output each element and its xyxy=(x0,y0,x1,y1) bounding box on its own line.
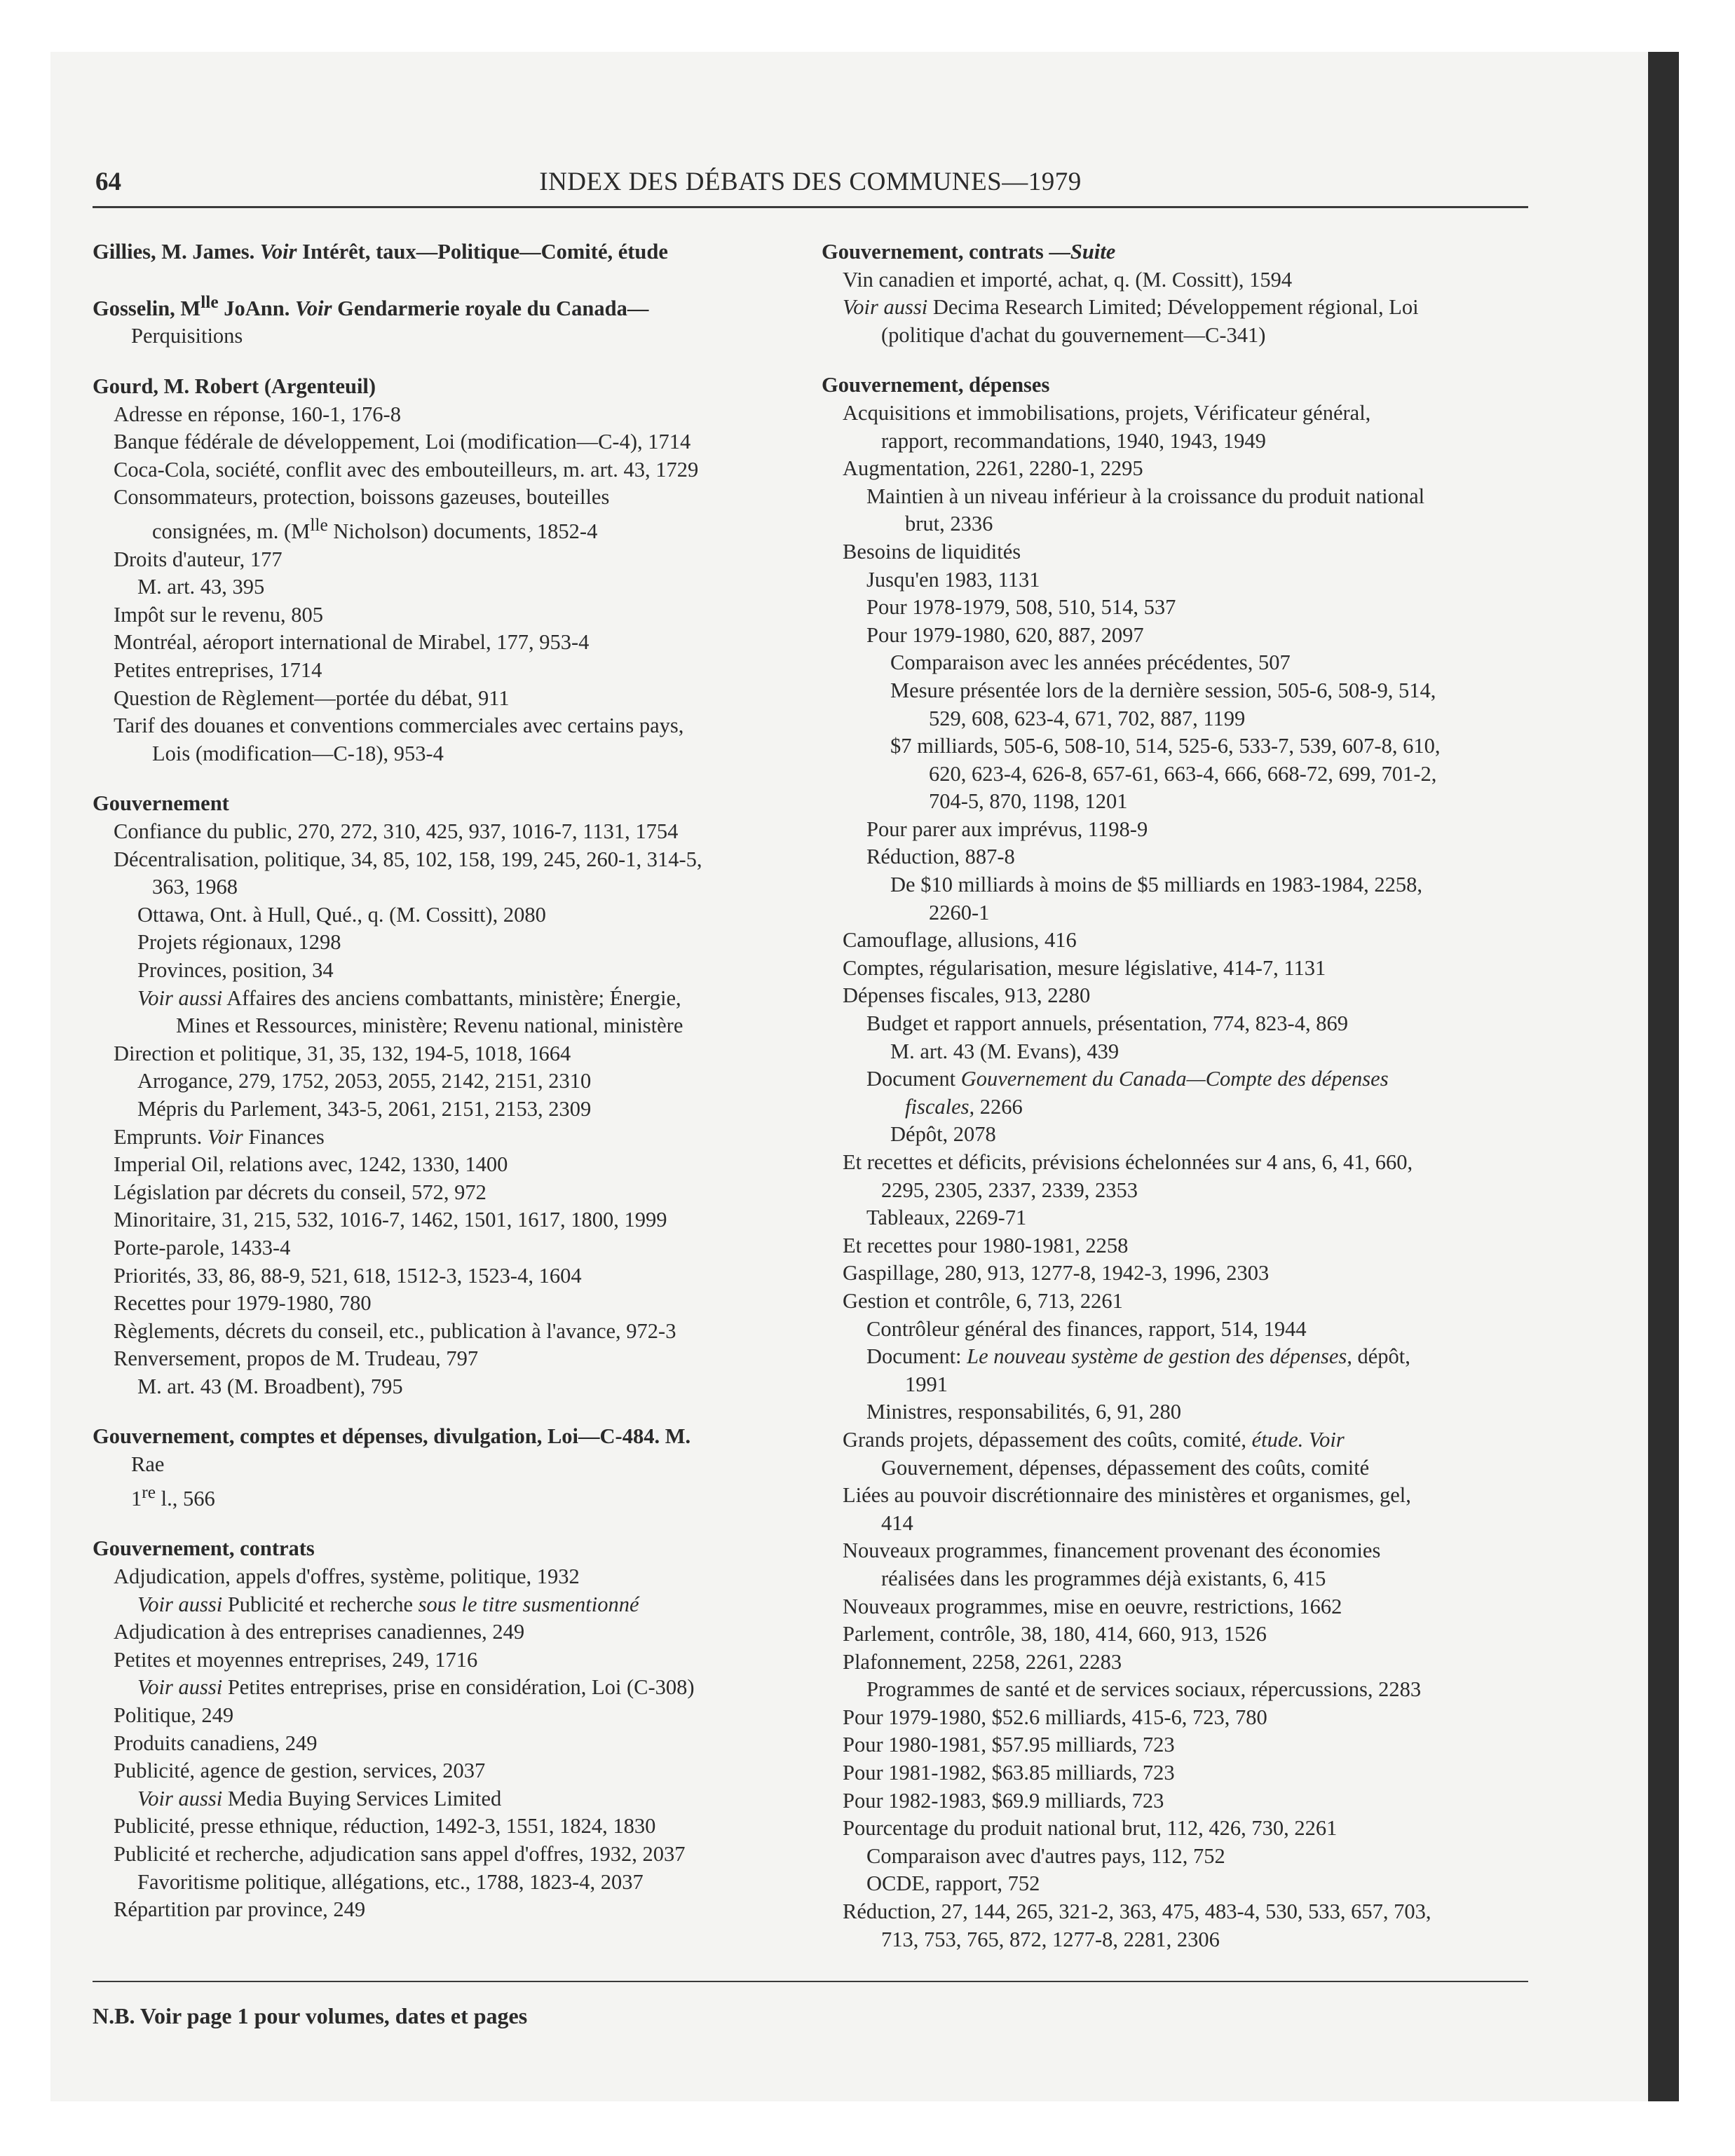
index-entry: Pour 1979-1980, 620, 887, 2097 xyxy=(866,622,1144,647)
index-entry: Petites et moyennes entreprises, 249, 1716 xyxy=(114,1647,478,1672)
index-entry: Priorités, 33, 86, 88-9, 521, 618, 1512-3, 1523-4, 1604 xyxy=(114,1263,582,1288)
index-entry: Document Gouvernement du Canada—Compte des dépenses xyxy=(866,1067,1389,1091)
index-entry: Porte-parole, 1433-4 xyxy=(114,1235,291,1260)
index-entry: Provinces, position, 34 xyxy=(137,957,334,982)
index-line-continuation: 1re l., 566 xyxy=(131,1482,215,1510)
index-line-continuation: 2295, 2305, 2337, 2339, 2353 xyxy=(881,1178,1138,1202)
index-line-continuation: 713, 753, 765, 872, 1277-8, 2281, 2306 xyxy=(881,1927,1220,1951)
index-entry: Voir aussi Decima Research Limited; Développement régional, Loi xyxy=(843,295,1419,320)
index-entry: Pour 1980-1981, $57.95 milliards, 723 xyxy=(843,1733,1175,1757)
index-line-continuation: 1991 xyxy=(905,1372,948,1396)
index-entry: Imperial Oil, relations avec, 1242, 1330, 1400 xyxy=(114,1152,508,1177)
index-entry: Programmes de santé et de services sociaux, répercussions, 2283 xyxy=(866,1677,1422,1702)
index-entry: Mépris du Parlement, 343-5, 2061, 2151, 2153, 2309 xyxy=(137,1096,592,1121)
index-entry: Comptes, régularisation, mesure législative, 414-7, 1131 xyxy=(843,955,1326,980)
index-entry: Ministres, responsabilités, 6, 91, 280 xyxy=(866,1400,1181,1424)
index-entry: Décentralisation, politique, 34, 85, 102, 158, 199, 245, 260-1, 314-5, xyxy=(114,847,702,871)
footer-divider xyxy=(93,1981,1528,1982)
index-entry: Politique, 249 xyxy=(114,1703,234,1727)
index-entry: M. art. 43 (M. Broadbent), 795 xyxy=(137,1374,403,1398)
index-entry: Arrogance, 279, 1752, 2053, 2055, 2142, 2151, 2310 xyxy=(137,1069,592,1093)
index-line-continuation: brut, 2336 xyxy=(905,512,993,536)
index-entry: Tableaux, 2269-71 xyxy=(866,1206,1027,1230)
index-entry: M. art. 43 (M. Evans), 439 xyxy=(890,1039,1120,1063)
index-entry: Réduction, 27, 144, 265, 321-2, 363, 475, 483-4, 530, 533, 657, 703, xyxy=(843,1899,1431,1924)
index-entry: Contrôleur général des finances, rapport, 514, 1944 xyxy=(866,1316,1307,1341)
footer-note: N.B. Voir page 1 pour volumes, dates et pages xyxy=(93,2003,528,2028)
index-entry: Projets régionaux, 1298 xyxy=(137,930,341,955)
index-entry: Question de Règlement—portée du débat, 911 xyxy=(114,685,510,710)
index-line-continuation: fiscales, 2266 xyxy=(905,1094,1023,1119)
index-entry: Minoritaire, 31, 215, 532, 1016-7, 1462, 1501, 1617, 1800, 1999 xyxy=(114,1208,667,1232)
index-line-continuation: Rae xyxy=(131,1452,165,1477)
index-entry: $7 milliards, 505-6, 508-10, 514, 525-6, 533-7, 539, 607-8, 610, xyxy=(890,734,1441,758)
index-entry: Pour 1981-1982, $63.85 milliards, 723 xyxy=(843,1761,1175,1785)
index-entry: Pour 1982-1983, $69.9 milliards, 723 xyxy=(843,1788,1164,1813)
index-entry: Confiance du public, 270, 272, 310, 425, 937, 1016-7, 1131, 1754 xyxy=(114,819,679,843)
scan-edge-shadow xyxy=(1648,52,1679,2101)
index-entry: Besoins de liquidités xyxy=(843,539,1021,564)
index-entry: Adjudication, appels d'offres, système, politique, 1932 xyxy=(114,1564,580,1588)
index-entry: OCDE, rapport, 752 xyxy=(866,1871,1040,1896)
index-entry: Et recettes pour 1980-1981, 2258 xyxy=(843,1233,1129,1257)
index-entry: Législation par décrets du conseil, 572, 972 xyxy=(114,1180,487,1204)
index-line-continuation: Mines et Ressources, ministère; Revenu national, ministère xyxy=(176,1014,683,1038)
index-entry: Adresse en réponse, 160-1, 176-8 xyxy=(114,402,401,426)
index-heading: Gosselin, $M^{lle}$ JoAnn. Voir Gendarmerie royale du Canada— xyxy=(93,292,649,320)
index-entry: Emprunts. Voir Finances xyxy=(114,1124,325,1149)
index-entry: Plafonnement, 2258, 2261, 2283 xyxy=(843,1649,1122,1674)
index-heading: Gillies, M. James. Voir Intérêt, taux—Politique—Comité, étude xyxy=(93,240,668,264)
index-line-continuation: rapport, recommandations, 1940, 1943, 1949 xyxy=(881,428,1266,453)
index-entry: Favoritisme politique, allégations, etc., 1788, 1823-4, 2037 xyxy=(137,1869,644,1894)
index-entry: Jusqu'en 1983, 1131 xyxy=(866,567,1040,592)
index-heading: Gourd, M. Robert (Argenteuil) xyxy=(93,374,376,398)
index-entry: Gestion et contrôle, 6, 713, 2261 xyxy=(843,1288,1123,1313)
index-line-continuation: 363, 1968 xyxy=(152,875,238,899)
index-entry: Dépenses fiscales, 913, 2280 xyxy=(843,983,1091,1008)
index-entry: Petites entreprises, 1714 xyxy=(114,658,322,683)
index-entry: Augmentation, 2261, 2280-1, 2295 xyxy=(843,456,1143,481)
index-line-continuation: Gouvernement, dépenses, dépassement des coûts, comité xyxy=(881,1455,1370,1480)
index-entry: Coca-Cola, société, conflit avec des embouteilleurs, m. art. 43, 1729 xyxy=(114,457,699,482)
index-entry: Consommateurs, protection, boissons gazeuses, bouteilles xyxy=(114,485,610,510)
index-entry: Nouveaux programmes, mise en oeuvre, restrictions, 1662 xyxy=(843,1594,1342,1618)
index-entry: Budget et rapport annuels, présentation, 774, 823-4, 869 xyxy=(866,1011,1348,1036)
index-entry: Dépôt, 2078 xyxy=(890,1122,996,1147)
index-heading: Gouvernement, contrats xyxy=(93,1536,315,1561)
index-entry: Pour parer aux imprévus, 1198-9 xyxy=(866,817,1148,841)
index-entry: Direction et politique, 31, 35, 132, 194-5, 1018, 1664 xyxy=(114,1041,571,1065)
index-entry: Publicité, presse ethnique, réduction, 1492-3, 1551, 1824, 1830 xyxy=(114,1814,656,1838)
index-column-left xyxy=(93,238,794,1924)
page-title: INDEX DES DÉBATS DES COMMUNES—1979 xyxy=(539,168,1082,196)
index-entry: Recettes pour 1979-1980, 780 xyxy=(114,1291,372,1316)
index-entry: Document: Le nouveau système de gestion des dépenses, dépôt, xyxy=(866,1344,1410,1369)
page-header xyxy=(93,167,1528,208)
index-entry: Ottawa, Ont. à Hull, Qué., q. (M. Cossitt), 2080 xyxy=(137,902,546,927)
index-line-continuation: Lois (modification—C-18), 953-4 xyxy=(152,741,444,765)
index-entry: Maintien à un niveau inférieur à la croissance du produit national xyxy=(866,484,1425,508)
index-entry: Adjudication à des entreprises canadiennes, 249 xyxy=(114,1620,525,1644)
index-heading: Gouvernement, contrats —Suite xyxy=(822,240,1116,264)
index-entry: Renversement, propos de M. Trudeau, 797 xyxy=(114,1346,479,1371)
index-column-right xyxy=(822,238,1530,1953)
page-number: 64 xyxy=(95,168,121,196)
index-entry: Acquisitions et immobilisations, projets, Vérificateur général, xyxy=(843,400,1371,425)
index-entry: Droits d'auteur, 177 xyxy=(114,547,283,571)
index-entry: Réduction, 887-8 xyxy=(866,845,1015,869)
index-entry: Liées au pouvoir discrétionnaire des ministères et organismes, gel, xyxy=(843,1483,1411,1508)
index-entry: Voir aussi Affaires des anciens combattants, ministère; Énergie, xyxy=(137,985,681,1010)
index-line-continuation: 2260-1 xyxy=(929,900,990,925)
index-entry: Camouflage, allusions, 416 xyxy=(843,928,1077,953)
index-entry: Règlements, décrets du conseil, etc., publication à l'avance, 972-3 xyxy=(114,1318,676,1343)
index-line-continuation: 620, 623-4, 626-8, 657-61, 663-4, 666, 668-72, 699, 701-2, xyxy=(929,761,1437,786)
index-entry: Grands projets, dépassement des coûts, comité, étude. Voir xyxy=(843,1427,1345,1452)
index-entry: Pourcentage du produit national brut, 112, 426, 730, 2261 xyxy=(843,1816,1338,1841)
index-heading: Gouvernement, dépenses xyxy=(822,373,1050,397)
index-entry: Banque fédérale de développement, Loi (modification—C-4), 1714 xyxy=(114,430,691,454)
index-line-continuation: (politique d'achat du gouvernement—C-341) xyxy=(881,322,1266,347)
index-entry: Comparaison avec les années précédentes, 507 xyxy=(890,650,1291,675)
index-line-continuation: consignées, m. ($M^{lle}$ Nicholson) documents, 1852-4 xyxy=(152,514,598,544)
index-heading: Gouvernement xyxy=(93,791,229,816)
index-entry: Publicité et recherche, adjudication sans appel d'offres, 1932, 2037 xyxy=(114,1841,686,1866)
index-entry: Impôt sur le revenu, 805 xyxy=(114,602,323,627)
index-entry: M. art. 43, 395 xyxy=(137,575,265,599)
index-entry: Et recettes et déficits, prévisions échelonnées sur 4 ans, 6, 41, 660, xyxy=(843,1150,1413,1174)
index-entry: Vin canadien et importé, achat, q. (M. Cossitt), 1594 xyxy=(843,267,1293,292)
index-entry: Publicité, agence de gestion, services, 2037 xyxy=(114,1759,486,1783)
index-heading: Gouvernement, comptes et dépenses, divulgation, Loi—C-484. M. xyxy=(93,1424,691,1449)
index-line-continuation: Perquisitions xyxy=(131,324,243,348)
index-line-continuation: réalisées dans les programmes déjà existants, 6, 415 xyxy=(881,1566,1326,1590)
index-entry: Mesure présentée lors de la dernière session, 505-6, 508-9, 514, xyxy=(890,678,1436,702)
index-entry: Parlement, contrôle, 38, 180, 414, 660, 913, 1526 xyxy=(843,1622,1267,1646)
index-entry: Pour 1979-1980, $52.6 milliards, 415-6, 723, 780 xyxy=(843,1705,1267,1729)
index-entry: Nouveaux programmes, financement provenant des économies xyxy=(843,1538,1381,1563)
index-entry: Produits canadiens, 249 xyxy=(114,1731,318,1755)
index-entry: Montréal, aéroport international de Mirabel, 177, 953-4 xyxy=(114,630,590,655)
index-line-continuation: 529, 608, 623-4, 671, 702, 887, 1199 xyxy=(929,706,1246,730)
index-entry: Voir aussi Petites entreprises, prise en considération, Loi (C-308) xyxy=(137,1675,695,1700)
index-line-continuation: 704-5, 870, 1198, 1201 xyxy=(929,789,1128,814)
index-entry: Répartition par province, 249 xyxy=(114,1897,366,1922)
index-entry: Comparaison avec d'autres pays, 112, 752 xyxy=(866,1843,1225,1868)
index-entry: Voir aussi Media Buying Services Limited xyxy=(137,1786,502,1810)
index-line-continuation: 414 xyxy=(881,1510,913,1535)
index-entry: Voir aussi Publicité et recherche sous le titre susmentionné xyxy=(137,1592,639,1616)
index-entry: Tarif des douanes et conventions commerciales avec certains pays, xyxy=(114,714,684,738)
index-entry: Gaspillage, 280, 913, 1277-8, 1942-3, 1996, 2303 xyxy=(843,1261,1270,1285)
index-entry: Pour 1978-1979, 508, 510, 514, 537 xyxy=(866,595,1176,620)
index-entry: De $10 milliards à moins de $5 milliards en 1983-1984, 2258, xyxy=(890,873,1423,897)
